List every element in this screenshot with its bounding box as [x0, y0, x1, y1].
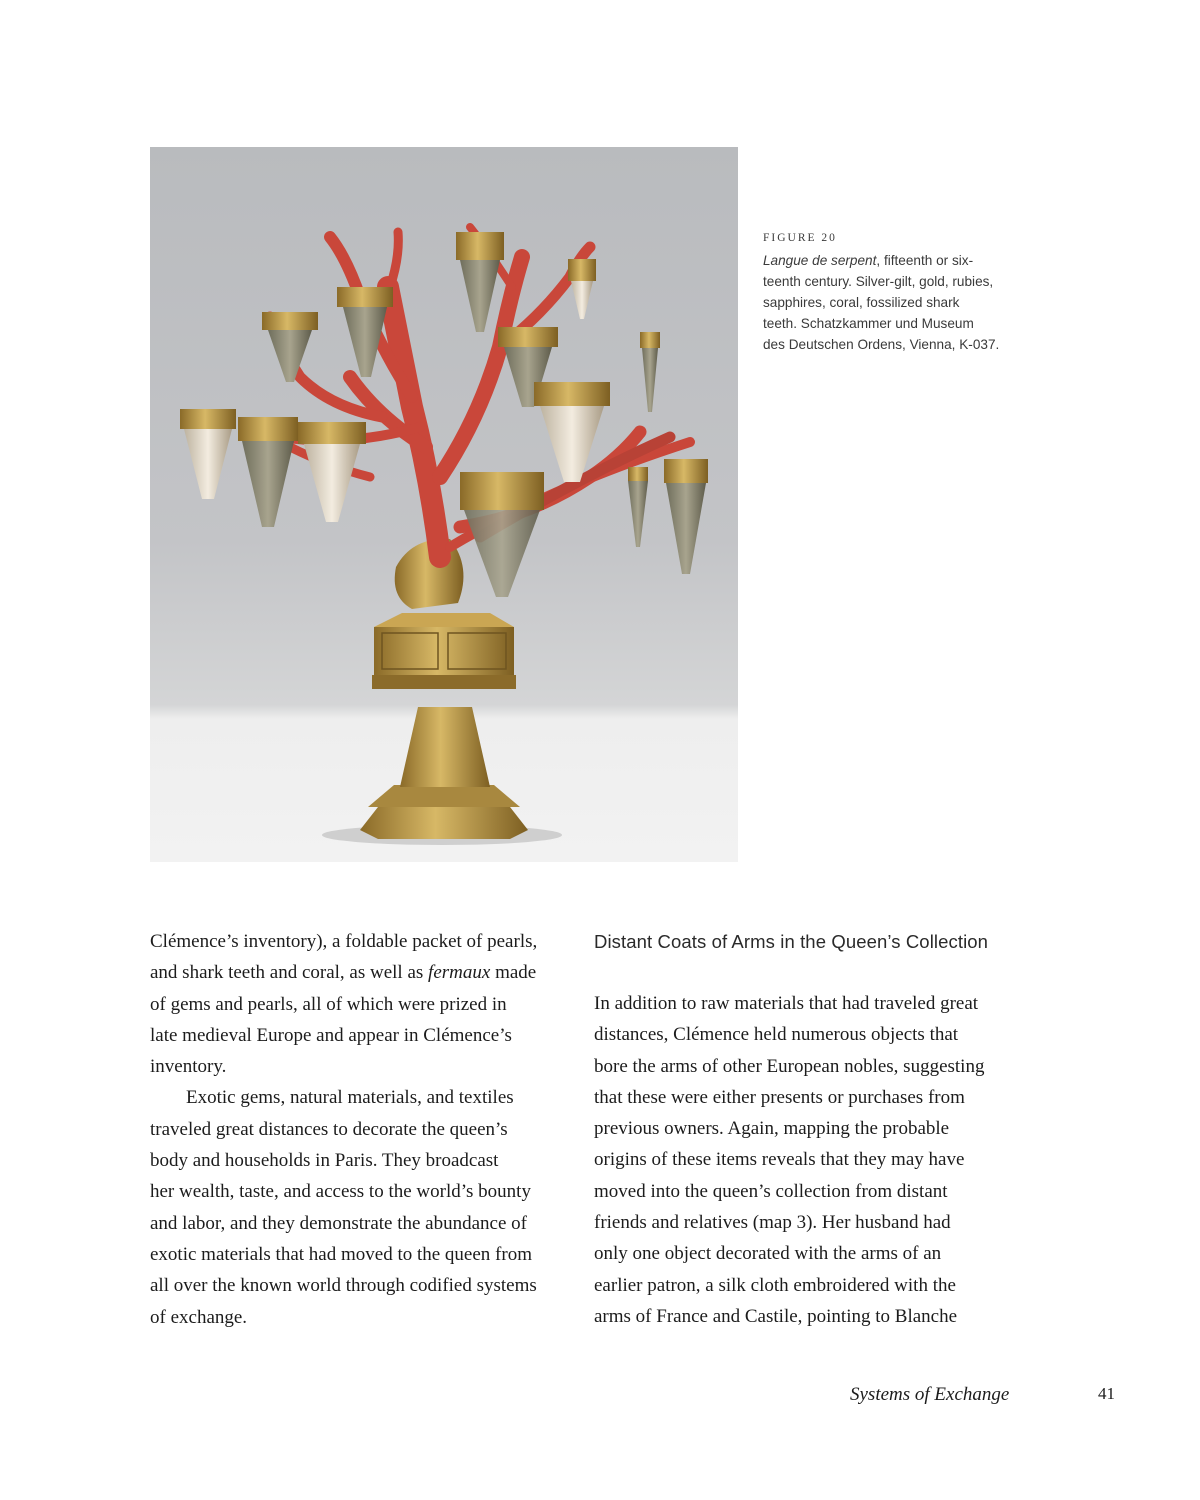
- running-head: Systems of Exchange: [850, 1384, 1010, 1405]
- page-number: 41: [1098, 1384, 1115, 1403]
- figure-label: FIGURE 20: [763, 232, 837, 244]
- right-column: [594, 926, 1014, 1332]
- caption-line: , fifteenth or six-: [876, 253, 974, 268]
- caption-title: Langue de serpent: [763, 253, 877, 268]
- text-line: her wealth, taste, and access to the world’s bounty: [150, 1181, 531, 1203]
- text-line: moved into the queen’s collection from distant: [594, 1180, 948, 1202]
- text-line: traveled great distances to decorate the queen’s: [150, 1118, 508, 1140]
- text-line: of exchange.: [150, 1306, 248, 1328]
- paragraph: [594, 988, 1014, 1332]
- text-run: made: [490, 962, 537, 984]
- text-line: arms of France and Castile, pointing to Blanche: [594, 1305, 958, 1327]
- paragraph: [150, 1082, 570, 1332]
- section-heading: Distant Coats of Arms in the Queen’s Collection: [594, 931, 989, 952]
- text-line: body and households in Paris. They broadcast: [150, 1150, 499, 1172]
- coral-tree-illustration: [150, 147, 738, 862]
- text-line: that these were either presents or purchases from: [594, 1086, 965, 1108]
- text-line: of gems and pearls, all of which were prized in: [150, 993, 507, 1015]
- figure-photograph: [150, 147, 738, 862]
- text-line: inventory.: [150, 1056, 227, 1078]
- text-run: and shark teeth and coral, as well as: [150, 962, 429, 984]
- text-line: and labor, and they demonstrate the abundance of: [150, 1212, 527, 1234]
- caption-line: teeth. Schatzkammer und Museum: [763, 316, 974, 331]
- text-line: distances, Clémence held numerous objects that: [594, 1024, 959, 1046]
- figure-caption: [763, 228, 1023, 355]
- text-line: late medieval Europe and appear in Clémence’s: [150, 1024, 512, 1046]
- left-column: [150, 926, 570, 1333]
- caption-text: [763, 250, 1023, 355]
- text-line: Clémence’s inventory), a foldable packet of pearls,: [150, 931, 538, 952]
- text-line: all over the known world through codified systems: [150, 1275, 537, 1297]
- text-line: bore the arms of other European nobles, suggesting: [594, 1055, 985, 1077]
- caption-line: des Deutschen Ordens, Vienna, K-037.: [763, 337, 1000, 352]
- text-line: Exotic gems, natural materials, and textiles: [186, 1087, 514, 1109]
- text-line: earlier patron, a silk cloth embroidered with the: [594, 1274, 956, 1296]
- text-line: only one object decorated with the arms of an: [594, 1243, 942, 1265]
- italic-term: fermaux: [428, 962, 491, 984]
- text-line: origins of these items reveals that they may have: [594, 1149, 965, 1171]
- text-line: In addition to raw materials that had traveled great: [594, 993, 979, 1014]
- caption-line: teenth century. Silver-gilt, gold, rubies,: [763, 274, 994, 289]
- caption-line: sapphires, coral, fossilized shark: [763, 295, 960, 310]
- text-line: friends and relatives (map 3). Her husband had: [594, 1212, 951, 1234]
- text-line: previous owners. Again, mapping the probable: [594, 1118, 950, 1140]
- text-line: [150, 957, 570, 988]
- paragraph: [150, 926, 570, 1082]
- text-line: exotic materials that had moved to the queen from: [150, 1243, 532, 1265]
